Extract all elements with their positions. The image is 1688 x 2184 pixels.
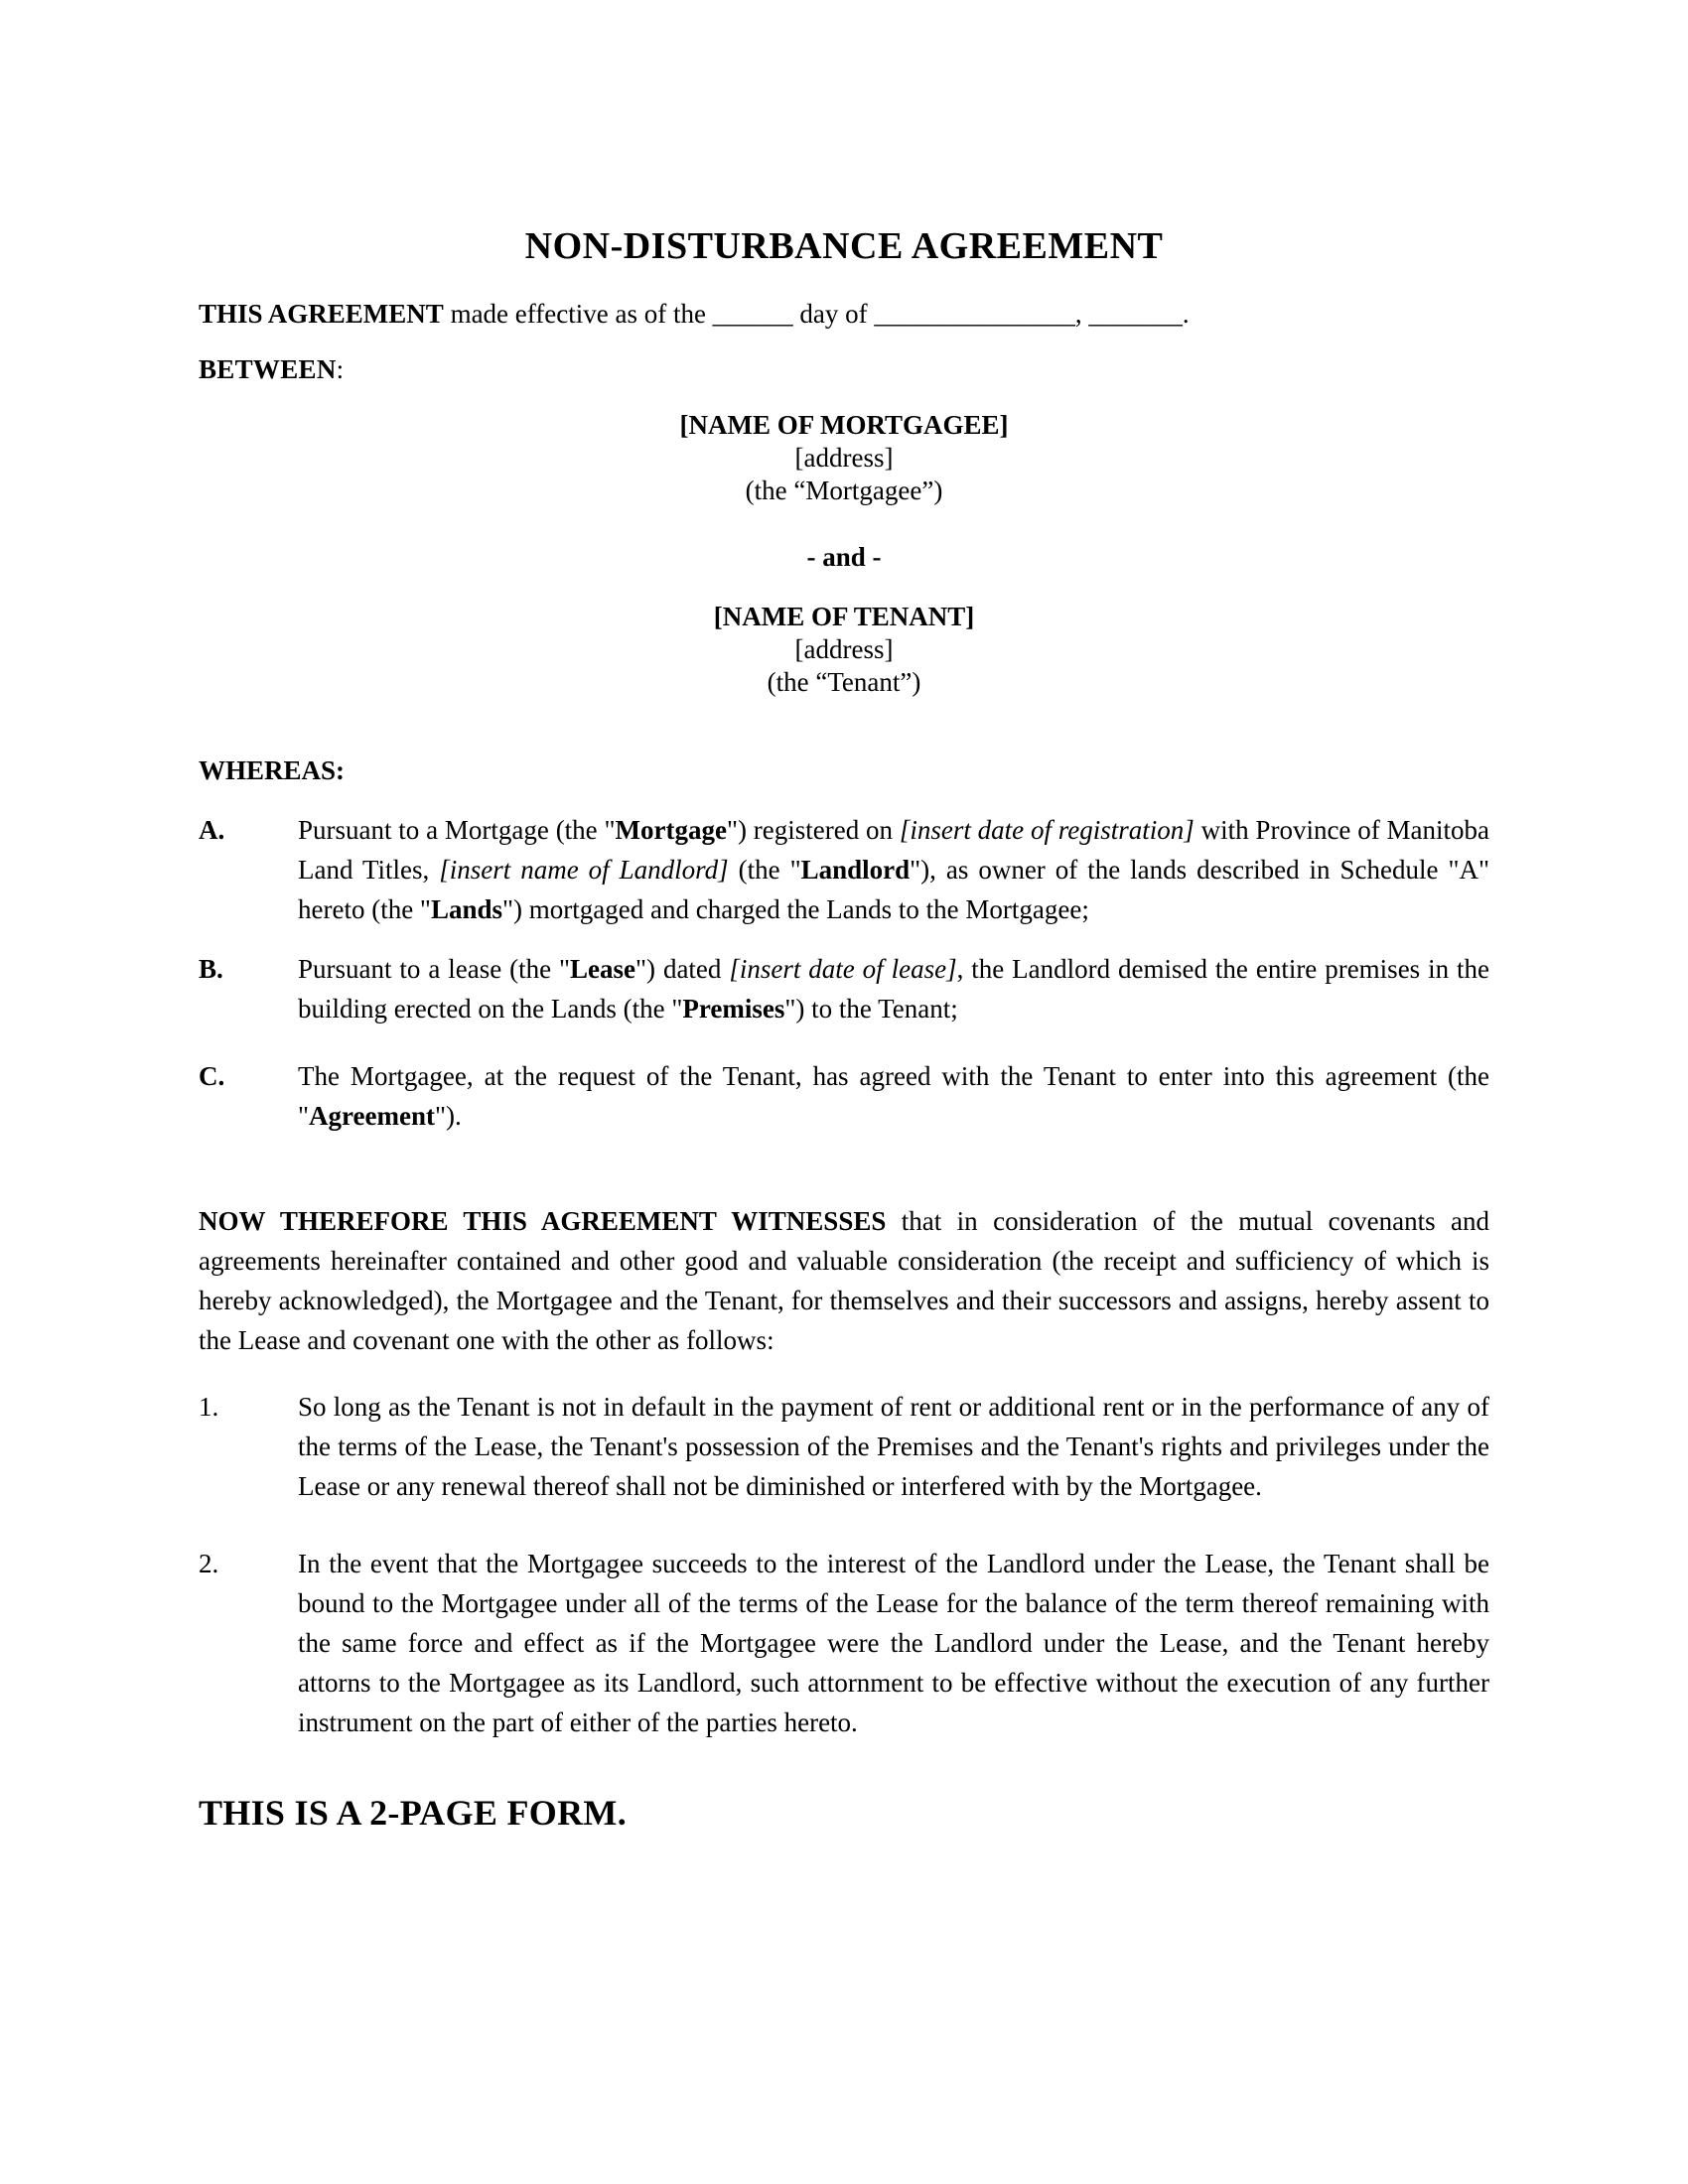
recital-a [199,810,1489,929]
document-title: NON-DISTURBANCE AGREEMENT [524,225,1164,267]
footer-note: THIS IS A 2-PAGE FORM. [199,1793,627,1833]
mortgagee-name: [NAME OF MORTGAGEE] [679,410,1009,440]
tenant-block [199,601,1489,699]
intro-paragraph: THIS AGREEMENT made effective as of the ______ day of _______________, _______. [199,299,1190,329]
recital-c [199,1056,1489,1136]
tenant-name: [NAME OF TENANT] [713,602,975,631]
recital-label: B. [199,954,223,984]
whereas-label: WHEREAS: [199,755,346,785]
clause-number: 2. [199,1549,219,1578]
recital-text: The Mortgagee, at the request of the Tenant, has agreed with the Tenant to enter into this agreement (the "Agreement"). [298,1061,1489,1131]
tenant-alias: (the “Tenant”) [767,667,921,697]
recital-label: C. [199,1061,225,1091]
now-therefore-paragraph: NOW THEREFORE THIS AGREEMENT WITNESSES that in consideration of the mutual covenants and agreements hereinafter contained and other good and valuable consideration (the receipt and sufficiency of which is hereby acknowledged), the Mortgagee and the Tenant, for themselves and their successors and assigns, hereby assent to the Lease and covenant one with the other as follows: [199,1206,1489,1355]
mortgagee-address: [address] [794,443,894,473]
clause-1 [199,1387,1489,1506]
tenant-address: [address] [794,634,894,664]
clause-text: In the event that the Mortgagee succeeds to the interest of the Landlord under the Lease, the Tenant shall be bound to the Mortgagee under all of the terms of the Lease for the balance of the term thereof remaining with the same force and effect as if the Mortgagee were the Landlord under the Lease, and the Tenant hereby attorns to the Mortgagee as its Landlord, such attornment to be effective without the execution of any further instrument on the part of either of the parties hereto. [298,1549,1489,1737]
recital-text: Pursuant to a Mortgage (the "Mortgage") registered on [insert date of registration] with Province of Manitoba Land Titles, [insert name of Landlord] (the "Landlord"), as owner of the lands described in Schedule "A" hereto (the "Lands") mortgaged and charged the Lands to the Mortgagee; [298,815,1490,924]
clause-text: So long as the Tenant is not in default in the payment of rent or additional rent or in the performance of any of the terms of the Lease, the Tenant's possession of the Premises and the Tenant's rights and privileges under the Lease or any renewal thereof shall not be diminished or interfered with by the Mortgagee. [298,1392,1489,1501]
mortgagee-block [199,409,1489,507]
recital-b [199,949,1489,1028]
clause-number: 1. [199,1392,219,1422]
between-label: BETWEEN: [199,354,345,384]
and-separator: - and - [806,542,882,572]
recital-label: A. [199,815,225,845]
clause-2 [199,1544,1489,1742]
recital-text: Pursuant to a lease (the "Lease") dated [insert date of lease], the Landlord demised the entire premises in the building erected on the Lands (the "Premises") to the Tenant; [298,954,1490,1024]
mortgagee-alias: (the “Mortgagee”) [745,476,943,505]
